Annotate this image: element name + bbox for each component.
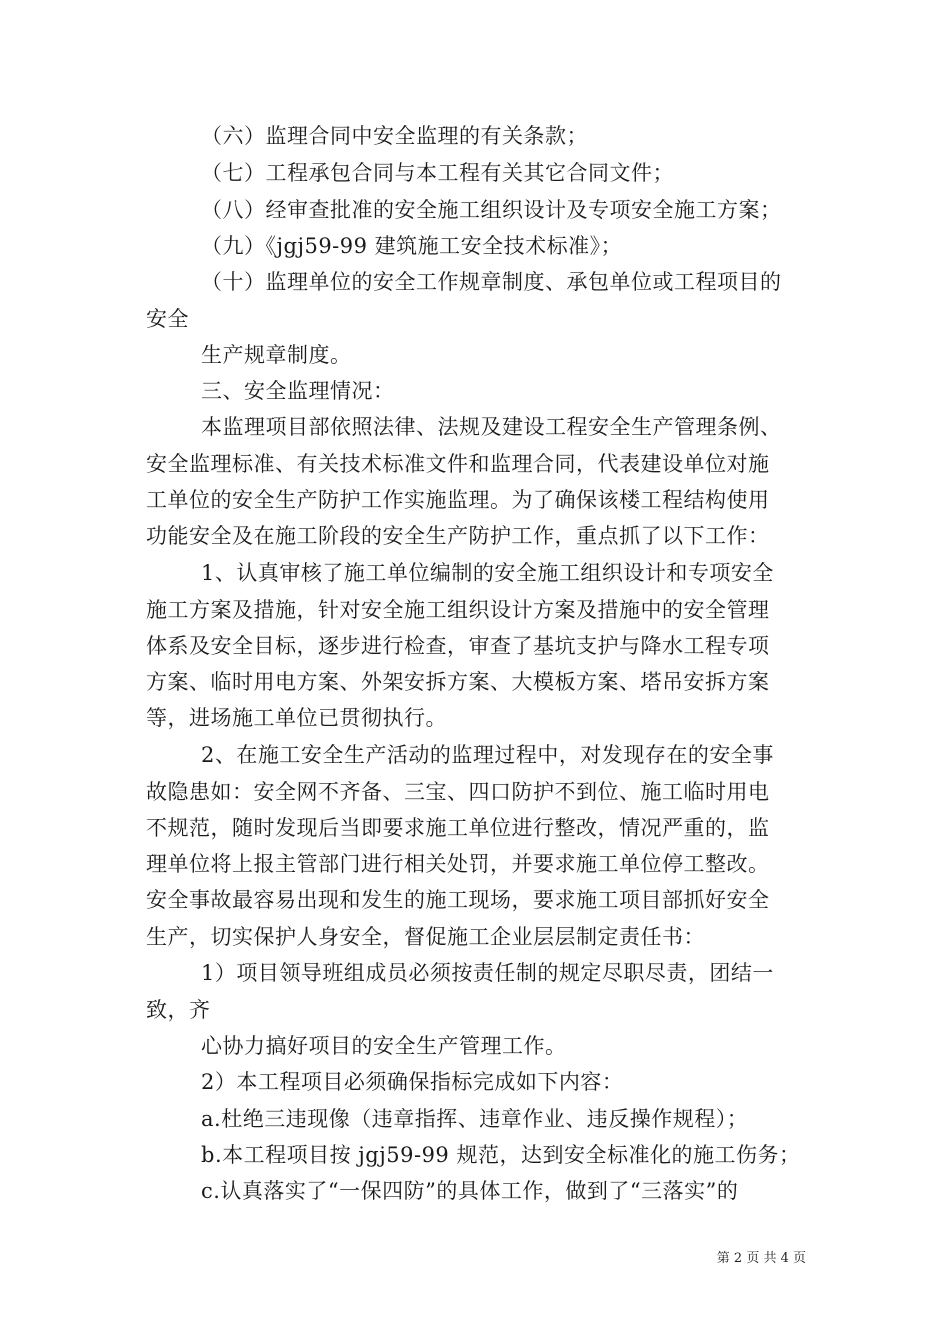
text-line: 2、在施工安全生产活动的监理过程中，对发现存在的安全事 <box>201 743 774 767</box>
text-line: 工单位的安全生产防护工作实施监理。为了确保该楼工程结构使用 <box>146 488 770 512</box>
section-heading: 三、安全监理情况： <box>201 379 395 403</box>
text-line: 故隐患如：安全网不齐备、三宝、四口防护不到位、施工临时用电 <box>146 780 770 804</box>
text-line: c.认真落实了“一保四防”的具体工作，做到了“三落实”的 <box>201 1179 739 1203</box>
text-line: 本监理项目部依照法律、法规及建设工程安全生产管理条例、 <box>201 415 782 439</box>
text-line: 理单位将上报主管部门进行相关处罚，并要求施工单位停工整改。 <box>146 852 770 876</box>
text-line: （七）工程承包合同与本工程有关其它合同文件； <box>201 161 674 185</box>
text-line: 2）本工程项目必须确保指标完成如下内容： <box>201 1070 624 1094</box>
text-line: （十）监理单位的安全工作规章制度、承包单位或工程项目的 <box>201 270 782 294</box>
text-line: 1）项目领导班组成员必须按责任制的规定尽职尽责，团结一 <box>201 961 774 985</box>
text-line: a.杜绝三违现像（违章指挥、违章作业、违反操作规程）； <box>201 1107 749 1131</box>
text-line: 安全事故最容易出现和发生的施工现场，要求施工项目部抓好安全 <box>146 888 770 912</box>
text-line: （六）监理合同中安全监理的有关条款； <box>201 124 588 148</box>
text-line: 功能安全及在施工阶段的安全生产防护工作，重点抓了以下工作： <box>146 524 770 548</box>
text-line: 体系及安全目标，逐步进行检查，审查了基坑支护与降水工程专项 <box>146 634 770 658</box>
text-line: 安全监理标准、有关技术标准文件和监理合同，代表建设单位对施 <box>146 452 770 476</box>
text-line: 方案、临时用电方案、外架安拆方案、大模板方案、塔吊安拆方案 <box>146 670 770 694</box>
text-line: 等，进场施工单位已贯彻执行。 <box>146 706 447 730</box>
text-line: 生产，切实保护人身安全，督促施工企业层层制定责任书： <box>146 925 705 949</box>
text-line: 心协力搞好项目的安全生产管理工作。 <box>201 1034 567 1058</box>
text-line: 致，齐 <box>146 998 211 1022</box>
text-line: 生产规章制度。 <box>201 343 352 367</box>
text-line: 施工方案及措施，针对安全施工组织设计方案及措施中的安全管理 <box>146 598 770 622</box>
page-number-footer: 第 2 页 共 4 页 <box>716 1251 806 1266</box>
text-line: 安全 <box>146 307 189 331</box>
text-line: 不规范，随时发现后当即要求施工单位进行整改，情况严重的，监 <box>146 816 770 840</box>
text-line: （九）《jgj59-99 建筑施工安全技术标准》； <box>201 234 623 258</box>
text-line: b.本工程项目按 jgj59-99 规范，达到安全标准化的施工伤务； <box>201 1143 801 1167</box>
text-line: 1、认真审核了施工单位编制的安全施工组织设计和专项安全 <box>201 561 774 585</box>
text-line: （八）经审查批准的安全施工组织设计及专项安全施工方案； <box>201 198 782 222</box>
